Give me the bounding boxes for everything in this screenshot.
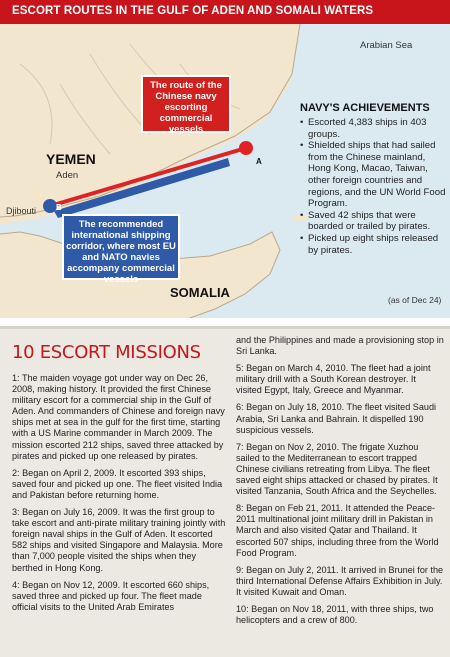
map-panel [0,0,450,318]
achievements-list [300,117,448,256]
achievement-item: • Saved 42 ships that were boarded or trailed by pirates. [300,210,448,233]
mission-paragraph: 10: Began on Nov 18, 2011, with three ships, two helicopters and a crew of 800. [236,603,434,626]
label-point-a: A [256,157,262,166]
label-djibouti: Djibouti [6,206,37,216]
missions-panel [0,326,450,657]
route-point-a [239,141,253,155]
achievement-item: • Picked up eight ships released by pirates. [300,233,448,256]
label-yemen: YEMEN [46,151,96,167]
label-arabian-sea: Arabian Sea [360,40,413,51]
achievements-note: (as of Dec 24) [388,295,442,305]
achievement-item: • Escorted 4,383 ships in 403 groups. [300,117,448,140]
mission-paragraph: and the Philippines and made a provisioning stop in Sri Lanka. [236,335,444,357]
missions-title: 10 ESCORT MISSIONS [12,342,201,363]
callout-recommended-corridor: The recommended international shipping corridor, where most EU and NATO navies accompany commercial vessels [62,214,180,280]
achievements-title: NAVY'S ACHIEVEMENTS [300,102,430,114]
mission-paragraph: 4: Began on Nov 12, 2009. It escorted 660 ships, saved three and picked up four. The fleet made official visits to the United Arab Emirates [12,579,210,612]
mission-paragraph: 9: Began on July 2, 2011. It arrived in Brunei for the third International Defense Affairs Exhibition in July. It visited Kuwait and Oman. [236,564,444,597]
callout-chinese-route: The route of the Chinese navy escorting commercial vessels [141,75,231,133]
missions-column-right [236,335,444,632]
mission-paragraph: 2: Began on April 2, 2009. It escorted 393 ships, saved four and picked up one. The fleet visited India and Pakistan before returning home. [12,467,223,500]
mission-paragraph: 6: Began on July 18, 2010. The fleet visited Saudi Arabia, Sri Lanka and Bahrain. It dispelled 190 suspicious vessels. [236,402,437,435]
mission-paragraph: 3: Began on July 16, 2009. It was the first group to take escort and anti-pirate military training jointly with foreign naval ships in the Gulf of Aden. It escorted 582 ships and visited Singapore and Malaysia. More than 7,000 people visited the ships when they berthed in Hong Kong. [12,507,226,573]
label-somalia: SOMALIA [170,285,230,300]
map-header [0,0,450,24]
achievement-item: • Shielded ships that had sailed from the Chinese mainland, Hong Kong, Macao, Taiwan, other foreign countries and regions, and the UN World Food Program. [300,140,448,210]
mission-paragraph: 8: Began on Feb 21, 2011. It attended the Peace-2011 multinational joint military drill in Pakistan in March and also visited Qatar and Thailand. It escorted 507 ships, including three from the World Food Program. [236,503,439,558]
mission-paragraph: 1: The maiden voyage got under way on Dec 26, 2008, making history. It provided the first Chinese military escort for a commercial ship in the Gulf of Aden. And commanders of Chinese and foreign navy ships met at sea in the gulf for the first time, starting with a US Marine commander in March 2009. The mission escorted 212 ships, saved three attacked by pirates and picked up one released by pirates. [12,373,225,461]
map-title: ESCORT ROUTES IN THE GULF OF ADEN AND SOMALI WATERS [12,5,374,17]
label-aden: Aden [56,170,79,181]
mission-paragraph: 5: Began on March 4, 2010. The fleet had a joint military drill with a South Korean destroyer. It visited Egypt, Italy, Greece and Myanmar. [236,363,431,396]
achievements-box [300,102,448,256]
mission-paragraph: 7: Began on Nov 2, 2010. The frigate Xuzhou sailed to the Mediterranean to escort trapped Chinese civilians retreating from Libya. The fleet saved eight ships attacked or chased by pirates. It visited Tanzania, South Africa and the Seychelles. [236,441,438,497]
label-point-b: B [56,203,62,212]
missions-column-left [12,373,226,619]
